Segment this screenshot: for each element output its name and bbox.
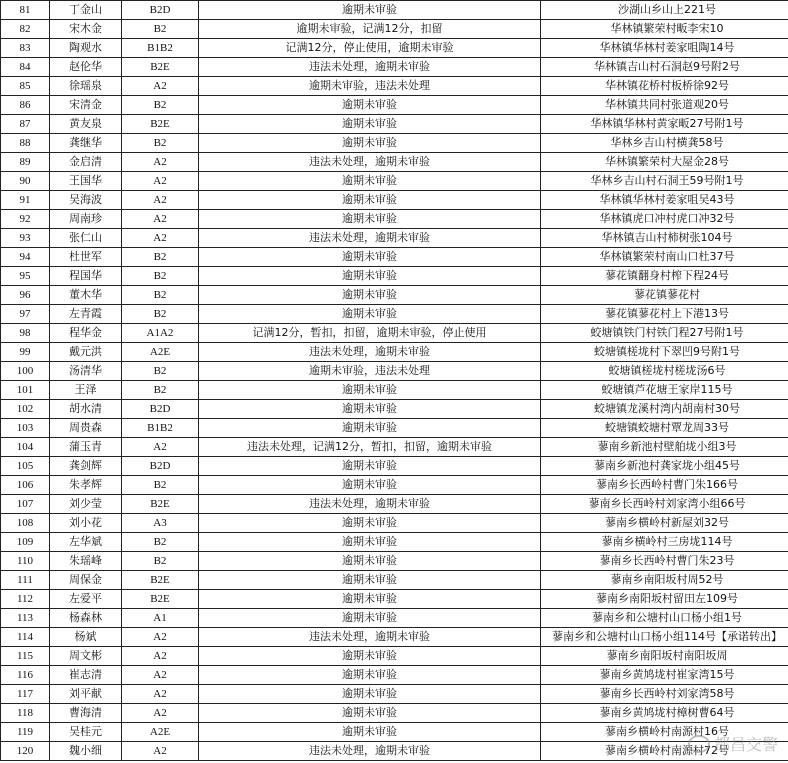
license-class: B2 [122,533,199,552]
license-class: A3 [122,514,199,533]
address: 蛟塘镇槎垅村槎垅汤6号 [541,362,788,381]
driver-name: 左华斌 [50,533,122,552]
driver-name: 刘小花 [50,514,122,533]
driver-name: 杜世军 [50,248,122,267]
address: 蓼南乡横岭村三房垅114号 [541,533,788,552]
license-class: A2 [122,704,199,723]
violation-status: 违法未处理，逾期未审验 [199,628,541,647]
row-number: 98 [1,324,50,343]
address: 华林镇华林村黄家畈27号附1号 [541,115,788,134]
address: 华林镇虎口冲村虎口冲32号 [541,210,788,229]
driver-name: 刘少莹 [50,495,122,514]
driver-name: 王泽 [50,381,122,400]
license-class: B2D [122,457,199,476]
address: 华林镇华林村姜家咀吴43号 [541,191,788,210]
address: 华林乡吉山村石洞王59号附1号 [541,172,788,191]
address: 蓼南乡南阳坂村留田左109号 [541,590,788,609]
address: 蛟塘镇铁门村铁门程27号附1号 [541,324,788,343]
address: 蛟塘镇芦花塘王家岸115号 [541,381,788,400]
driver-name: 杨斌 [50,628,122,647]
table-row [1,552,788,571]
license-class: A2 [122,191,199,210]
row-number: 107 [1,495,50,514]
row-number: 81 [1,1,50,20]
table-row [1,742,788,761]
row-number: 103 [1,419,50,438]
license-class: A2 [122,438,199,457]
driver-name: 周南珍 [50,210,122,229]
driver-name: 丁金山 [50,1,122,20]
row-number: 97 [1,305,50,324]
violation-status: 逾期未审验 [199,115,541,134]
row-number: 119 [1,723,50,742]
address: 华林镇华林村姜家咀陶14号 [541,39,788,58]
address: 蓼南乡长西岭村刘家湾58号 [541,685,788,704]
row-number: 109 [1,533,50,552]
license-class: A1 [122,609,199,628]
violation-status: 逾期未审验 [199,191,541,210]
row-number: 105 [1,457,50,476]
violation-status: 违法未处理，逾期未审验 [199,495,541,514]
address: 蛟塘镇龙溪村湾内胡南村30号 [541,400,788,419]
violation-status: 违法未处理，逾期未审验 [199,58,541,77]
violation-status: 逾期未审验 [199,685,541,704]
license-class: B2 [122,305,199,324]
row-number: 87 [1,115,50,134]
license-class: A2 [122,742,199,761]
address: 蓼南乡长西岭村刘家湾小组66号 [541,495,788,514]
violation-status: 逾期未审验 [199,514,541,533]
license-class: A2 [122,628,199,647]
table-row [1,685,788,704]
row-number: 99 [1,343,50,362]
license-class: B2D [122,400,199,419]
license-class: A2 [122,210,199,229]
row-number: 117 [1,685,50,704]
table-row [1,39,788,58]
driver-name: 金启清 [50,153,122,172]
violation-status: 逾期未审验 [199,590,541,609]
violation-status: 逾期未审验 [199,1,541,20]
address: 蓼南乡和公塘村山口杨小组114号【承诺转出】 [541,628,788,647]
violation-status: 违法未处理，逾期未审验 [199,343,541,362]
violation-status: 逾期未审验 [199,609,541,628]
driver-name: 黄友泉 [50,115,122,134]
row-number: 93 [1,229,50,248]
table-row [1,476,788,495]
table-row [1,419,788,438]
table-row [1,362,788,381]
address: 华林乡吉山村横龚58号 [541,134,788,153]
table-row [1,400,788,419]
driver-name: 崔志清 [50,666,122,685]
table-row [1,590,788,609]
table-row [1,723,788,742]
address: 蓼南乡和公塘村山口杨小组1号 [541,609,788,628]
address: 沙湖山乡山上221号 [541,1,788,20]
driver-name: 杨森林 [50,609,122,628]
license-class: B2E [122,571,199,590]
row-number: 91 [1,191,50,210]
license-class: B2 [122,476,199,495]
table-row [1,172,788,191]
address: 蓼南乡南阳坂村南阳坂周 [541,647,788,666]
table-row [1,704,788,723]
address: 蓼南乡新池村龚家垅小组45号 [541,457,788,476]
table-row [1,115,788,134]
violation-status: 逾期未审验 [199,552,541,571]
table-row [1,647,788,666]
row-number: 94 [1,248,50,267]
table-row [1,20,788,39]
driver-name: 程国华 [50,267,122,286]
table-row [1,267,788,286]
row-number: 92 [1,210,50,229]
license-class: B2 [122,96,199,115]
table-row [1,457,788,476]
address: 蓼南乡横岭村新屋刘32号 [541,514,788,533]
license-class: B2E [122,590,199,609]
watermark-text: 都昌交警 [713,735,778,754]
address: 华林镇繁荣村南山口杜37号 [541,248,788,267]
license-class: A2E [122,723,199,742]
address: 华林镇花桥村板桥徐92号 [541,77,788,96]
violation-status: 逾期未审验 [199,96,541,115]
row-number: 83 [1,39,50,58]
license-class: A1A2 [122,324,199,343]
license-class: A2 [122,153,199,172]
row-number: 86 [1,96,50,115]
driver-name: 曹海清 [50,704,122,723]
address: 蓼南乡南阳坂村周52号 [541,571,788,590]
row-number: 108 [1,514,50,533]
driver-name: 周文彬 [50,647,122,666]
address: 蛟塘镇蛟塘村覃龙周33号 [541,419,788,438]
table-row [1,1,788,20]
driver-name: 周保金 [50,571,122,590]
violation-status: 逾期未审验 [199,381,541,400]
address: 蓼花镇蓼花村 [541,286,788,305]
row-number: 102 [1,400,50,419]
driver-name: 左爱平 [50,590,122,609]
license-class: B2E [122,115,199,134]
driver-name: 程华金 [50,324,122,343]
table-row [1,514,788,533]
table-row [1,210,788,229]
violation-status: 逾期未审验 [199,210,541,229]
table-row [1,191,788,210]
license-class: B2 [122,267,199,286]
violation-status: 逾期未审验 [199,172,541,191]
table-row [1,134,788,153]
table-row [1,96,788,115]
driver-name: 朱瑶峰 [50,552,122,571]
violation-status: 逾期未审验 [199,286,541,305]
violation-status: 逾期未审验 [199,571,541,590]
address: 蓼花镇蓼花村上下港13号 [541,305,788,324]
row-number: 114 [1,628,50,647]
driver-name: 王国华 [50,172,122,191]
license-class: A2 [122,647,199,666]
violation-status: 逾期未审验 [199,476,541,495]
license-class: A2 [122,229,199,248]
driver-name: 徐瑶泉 [50,77,122,96]
address: 华林镇吉山村柿树张104号 [541,229,788,248]
driver-name: 魏小细 [50,742,122,761]
driver-name: 朱孝辉 [50,476,122,495]
violation-status: 逾期未审验 [199,305,541,324]
table-row [1,343,788,362]
license-class: A2 [122,77,199,96]
table-row [1,438,788,457]
driver-name: 蒲玉青 [50,438,122,457]
row-number: 82 [1,20,50,39]
row-number: 85 [1,77,50,96]
table-body [1,1,788,761]
row-number: 112 [1,590,50,609]
table-row [1,286,788,305]
license-class: A2 [122,685,199,704]
address: 蓼南乡黄鸠垅村崔家湾15号 [541,666,788,685]
address: 蓼南乡黄鸠垅村樟树曹64号 [541,704,788,723]
driver-name: 汤清华 [50,362,122,381]
row-number: 106 [1,476,50,495]
row-number: 120 [1,742,50,761]
table-row [1,77,788,96]
driver-name: 周贵森 [50,419,122,438]
row-number: 110 [1,552,50,571]
violation-status: 记满12分，暂扣，扣留，逾期未审验，停止使用 [199,324,541,343]
license-class: B2 [122,248,199,267]
driver-name: 吴桂元 [50,723,122,742]
row-number: 115 [1,647,50,666]
driver-name: 赵伦华 [50,58,122,77]
driver-name: 宋木金 [50,20,122,39]
driver-name: 吴海波 [50,191,122,210]
row-number: 84 [1,58,50,77]
row-number: 89 [1,153,50,172]
violation-status: 违法未处理，逾期未审验 [199,153,541,172]
license-class: B1B2 [122,419,199,438]
license-class: B2 [122,381,199,400]
table-row [1,58,788,77]
violation-status: 逾期未审验 [199,647,541,666]
table-row [1,153,788,172]
violation-status: 逾期未审验 [199,248,541,267]
license-class: B2 [122,286,199,305]
table-row [1,324,788,343]
driver-name: 宋清金 [50,96,122,115]
license-class: A2E [122,343,199,362]
table-row [1,305,788,324]
violation-status: 逾期未审验，违法未处理 [199,77,541,96]
violation-status: 逾期未审验 [199,723,541,742]
license-class: B2 [122,134,199,153]
row-number: 111 [1,571,50,590]
violation-status: 逾期未审验 [199,533,541,552]
table-row [1,495,788,514]
driver-name: 张仁山 [50,229,122,248]
address: 华林镇共同村张道观20号 [541,96,788,115]
row-number: 96 [1,286,50,305]
violation-status: 逾期未审验，违法未处理 [199,362,541,381]
table-row [1,248,788,267]
row-number: 95 [1,267,50,286]
license-class: B1B2 [122,39,199,58]
address: 蓼南乡横岭村南源村72号 [541,742,788,761]
address: 蓼南乡新池村壁舶垅小组3号 [541,438,788,457]
table-row [1,628,788,647]
violation-status: 逾期未审验 [199,457,541,476]
violation-status: 违法未处理，逾期未审验 [199,229,541,248]
violation-status: 逾期未审验，记满12分，扣留 [199,20,541,39]
violation-status: 记满12分，停止使用，逾期未审验 [199,39,541,58]
license-class: B2D [122,1,199,20]
violation-status: 逾期未审验 [199,666,541,685]
address: 华林镇吉山村石洞赵9号附2号 [541,58,788,77]
address: 蓼南乡长西岭村曹门朱23号 [541,552,788,571]
driver-name: 戴元洪 [50,343,122,362]
driver-name: 陶观水 [50,39,122,58]
driver-name: 胡水清 [50,400,122,419]
row-number: 104 [1,438,50,457]
row-number: 101 [1,381,50,400]
driver-name: 龚剑辉 [50,457,122,476]
table-row [1,229,788,248]
row-number: 116 [1,666,50,685]
row-number: 113 [1,609,50,628]
table-row [1,571,788,590]
license-class: B2E [122,58,199,77]
address: 蛟塘镇槎垅村下翠凹9号附1号 [541,343,788,362]
violation-status: 逾期未审验 [199,267,541,286]
violation-status: 逾期未审验 [199,134,541,153]
row-number: 88 [1,134,50,153]
table-row [1,609,788,628]
table-row [1,381,788,400]
table-row [1,666,788,685]
row-number: 118 [1,704,50,723]
driver-name: 左青霞 [50,305,122,324]
license-class: B2E [122,495,199,514]
violation-status: 违法未处理，记满12分，暂扣，扣留，逾期未审验 [199,438,541,457]
driver-name: 龚继华 [50,134,122,153]
address: 华林镇繁荣村畈李宋10 [541,20,788,39]
address: 华林镇繁荣村大屋金28号 [541,153,788,172]
violation-status: 违法未处理，逾期未审验 [199,742,541,761]
license-class: A2 [122,172,199,191]
address: 蓼花镇翻身村榨下程24号 [541,267,788,286]
row-number: 90 [1,172,50,191]
license-class: A2 [122,666,199,685]
driver-name: 刘平献 [50,685,122,704]
license-class: B2 [122,20,199,39]
driver-name: 董木华 [50,286,122,305]
address: 蓼南乡长西岭村曹门朱166号 [541,476,788,495]
license-class: B2 [122,362,199,381]
license-class: B2 [122,552,199,571]
violation-status: 逾期未审验 [199,419,541,438]
violation-status: 逾期未审验 [199,400,541,419]
violation-status: 逾期未审验 [199,704,541,723]
row-number: 100 [1,362,50,381]
table-row [1,533,788,552]
address: 蓼南乡横岭村南源村16号 [541,723,788,742]
